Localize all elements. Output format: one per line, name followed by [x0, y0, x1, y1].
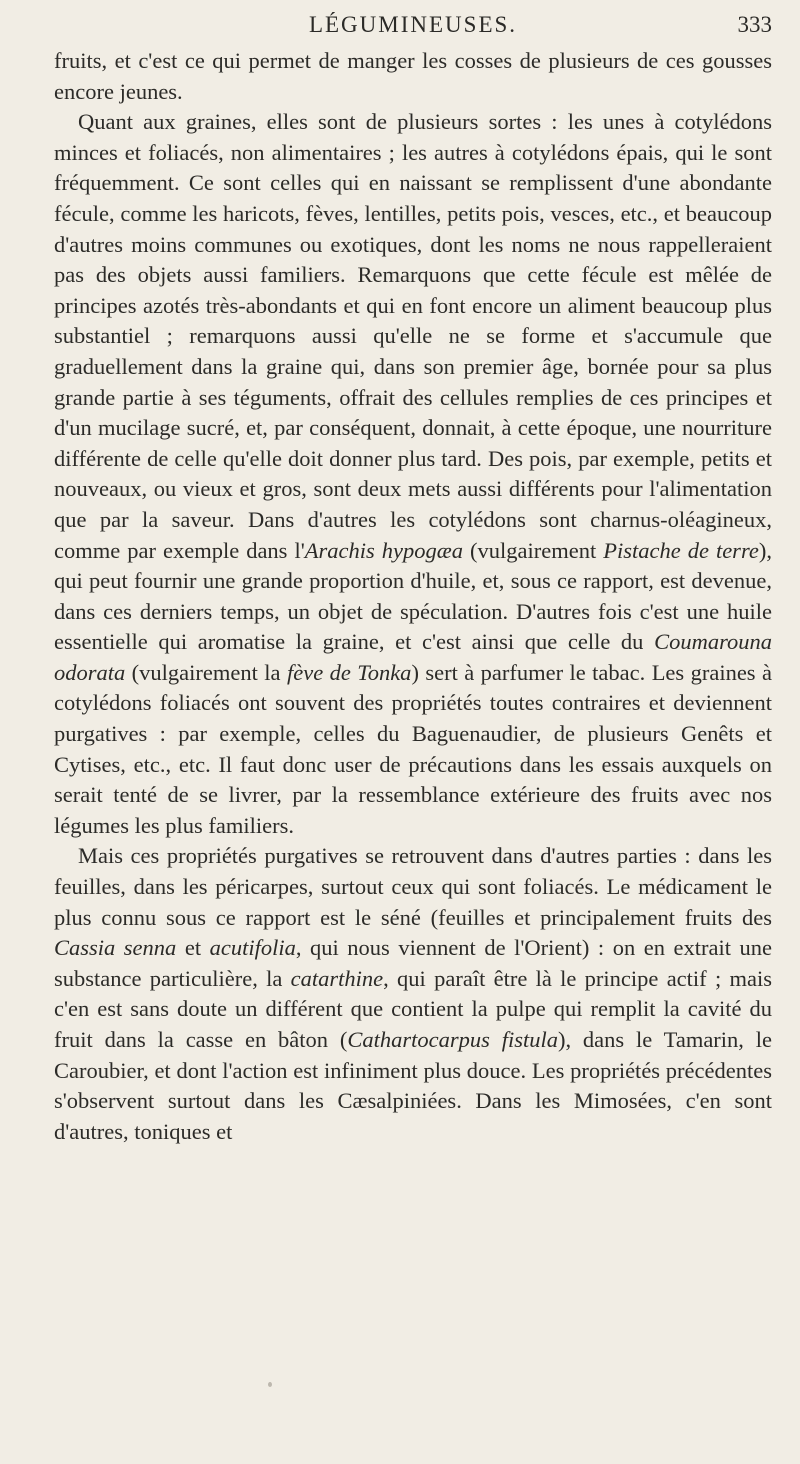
running-title: LÉGUMINEUSES.	[308, 12, 518, 37]
common-name: fève de Tonka	[286, 659, 412, 685]
text-run: (vulgairement la	[125, 659, 287, 685]
text-run: , qui nous viennent de l'Orient) : on en extrait une substance particulière, la	[54, 935, 772, 991]
species-name: Cathartocarpus fistula	[347, 1027, 558, 1052]
species-name: Coumarouna odorata	[54, 629, 772, 685]
text-run: ), qui peut fournir une grande proportion d'huile, et, sous ce rapport, est devenue, dans ces derniers temps, un objet de spéculation. D'autres fois c'est une huile essentielle qui aromatise la graine, et c'est ainsi que celle du	[54, 537, 772, 655]
species-name: Arachis hypogæa	[304, 537, 463, 563]
text-run: et	[176, 935, 210, 961]
text-run: (vulgairement	[463, 537, 604, 563]
paragraph-continuation	[54, 46, 772, 107]
text-run: ) sert à parfumer le tabac. Les graines à cotylédons foliacés ont souvent des propriétés toutes contraires et deviennent purgatives : par exemple, celles du Baguenaudier, de plusieurs Genêts et Cytises, etc., etc. Il faut donc user de précautions dans les essais auxquels on serait tenté de se livrer, par la ressemblance extérieure des fruits avec nos légumes les plus familiers.	[54, 659, 772, 838]
text-run: Quant aux graines, elles sont de plusieurs sortes : les unes à cotylédons minces et foliacés, non alimentaires ; les autres à cotylédons épais, qui le sont fréquemment. Ce sont celles qui en naissant se remplissent d'une abondante fécule, comme les haricots, fèves, lentilles, petits pois, vesces, etc., et beaucoup d'autres moins communes ou exotiques, dont les noms ne nous rappelleraient pas des objets aussi familiers. Remarquons que cette fécule est mêlée de principes azotés très-abondants et qui en font encore un aliment beaucoup plus substantiel ; remarquons aussi qu'elle ne se forme et s'accumule que graduellement dans la graine qui, dans son premier âge, bornée pour sa plus grande partie à ses téguments, offrait des cellules remplies de ces principes et d'un mucilage sucré, et, par conséquent, donnait, à cette époque, une nourriture différente de celle qu'elle doit donner plus tard. Des pois, par exemple, petits et nouveaux, ou vieux et gros, sont deux mets aussi différents pour l'alimentation que par la saveur. Dans d'autres les cotylédons sont charnus-oléagineux, comme par exemple dans l'	[54, 109, 772, 563]
species-name: acutifolia	[209, 935, 296, 961]
running-head	[54, 12, 772, 46]
paragraph-graines	[54, 107, 772, 841]
species-name: Cassia senna	[54, 935, 177, 961]
text-run: , qui paraît être là le principe actif ; mais c'en est sans doute un différent que contient la pulpe qui remplit la cavité du fruit dans la casse en bâton (	[54, 965, 772, 1052]
paragraph-purgatives	[54, 841, 772, 1147]
paper-blemish	[268, 1382, 272, 1387]
text-run: ), dans le Tamarin, le Caroubier, et dont l'action est infiniment plus douce. Les propriétés précédentes s'observent surtout dans les Cæsalpiniées. Dans les Mimosées, c'en sont d'autres, toniques et	[54, 1027, 772, 1144]
text-run: fruits, et c'est ce qui permet de manger les cosses de plusieurs de ces gousses encore jeunes.	[54, 48, 772, 104]
page-number: 333	[737, 12, 772, 37]
common-name: Pistache de terre	[603, 537, 759, 563]
substance-name: catarthine	[290, 965, 384, 991]
body-text	[54, 46, 772, 1147]
text-run: Mais ces propriétés purgatives se retrouvent dans d'autres parties : dans les feuilles, dans les péricarpes, surtout ceux qui sont foliacés. Le médicament le plus connu sous ce rapport est le séné (feuilles et principalement fruits des	[54, 843, 772, 930]
